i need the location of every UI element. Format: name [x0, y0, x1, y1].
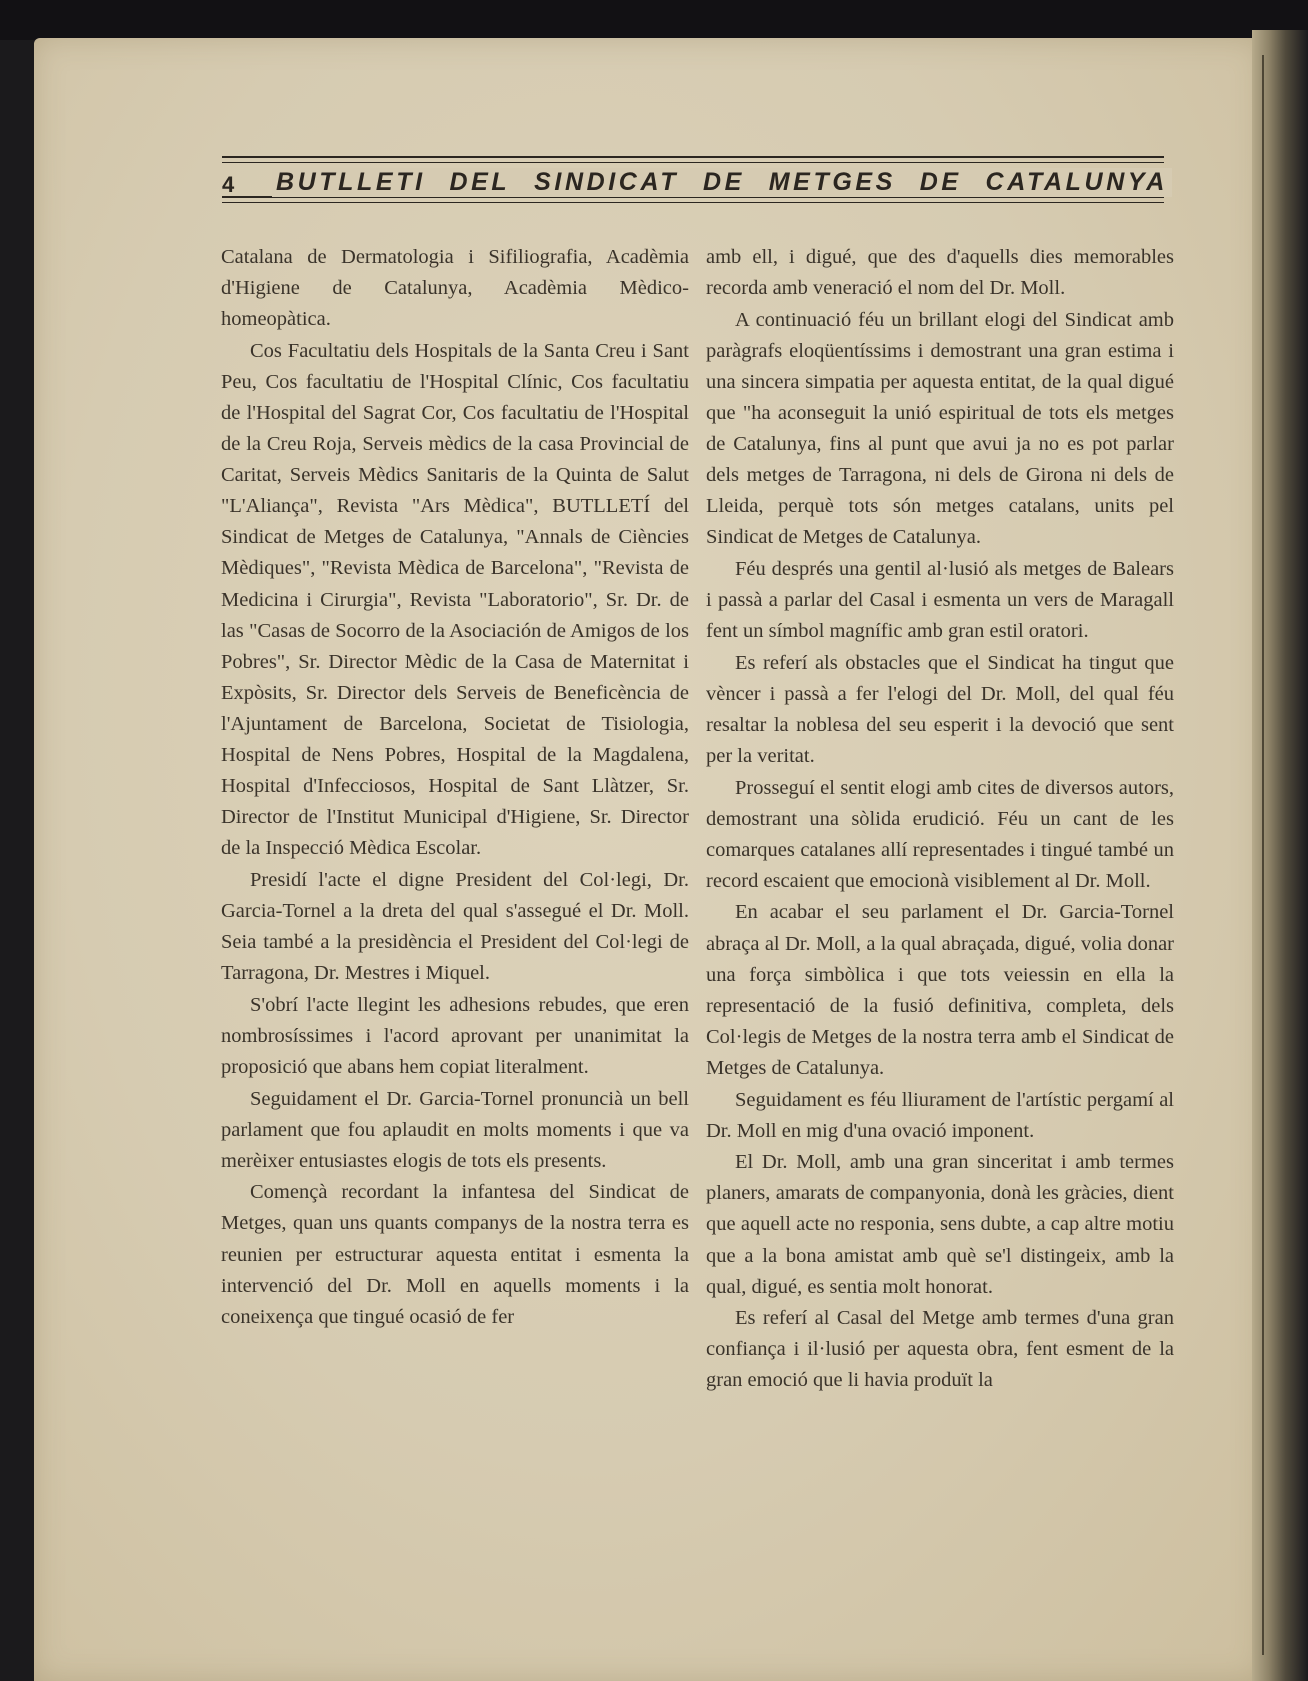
paragraph: En acabar el seu parlament el Dr. Garcia-Tornel abraça al Dr. Moll, a la qual abraçada, digué, volia donar una força simbòlica i que tots veiessin en ella la representació de la fusió definitiva, completa, dels Col·legis de Metges de la nostra terra amb el Sindicat de Metges de Catalunya.	[706, 901, 1174, 1079]
paragraph: Seguidament el Dr. Garcia-Tornel pronuncià un bell parlament que fou aplaudit en molts moments i que va merèixer entusiastes elogis de tots els presents.	[221, 1087, 689, 1172]
page-edge-shadow	[1252, 30, 1308, 1681]
paragraph: Féu després una gentil al·lusió als metges de Balears i passà a parlar del Casal i esmenta un vers de Maragall fent un símbol magnífic amb gran estil oratori.	[706, 557, 1174, 643]
title-word: SINDICAT	[534, 168, 680, 196]
paragraph: Seguidament es féu lliurament de l'artístic pergamí al Dr. Moll en mig d'una ovació imponent.	[706, 1088, 1174, 1142]
scan-background	[0, 0, 1308, 40]
title-word: DEL	[449, 168, 511, 196]
title-word: DE	[702, 168, 745, 196]
left-column	[221, 242, 689, 1333]
paragraph: Es referí al Casal del Metge amb termes d'una gran confiança i il·lusió per aquesta obra, fent esment de la gran emoció que li havia produït la	[706, 1307, 1174, 1392]
paragraph: A continuació féu un brillant elogi del Sindicat amb paràgrafs eloqüentíssims i demostrant una gran estima i una sincera simpatia per aquesta entitat, de la qual digué que "ha aconseguit la unió espiritual de tots els metges de Catalunya, fins al punt que avui ja no es pot parlar dels metges de Tarragona, ni dels de Girona ni dels de Lleida, perquè tots són metges catalans, units pel Sindicat de Metges de Catalunya.	[706, 308, 1174, 549]
header-rule-top	[222, 156, 1164, 158]
paragraph: El Dr. Moll, amb una gran sinceritat i amb termes planers, amarats de companyonia, donà les gràcies, dient que aquell acte no responia, sens dubte, a cap altre motiu que a la bona amistat amb què se'l distingeix, amb la qual, digué, es sentia molt honorat.	[706, 1151, 1174, 1298]
paragraph: amb ell, i digué, que des d'aquells dies memorables recorda amb veneració el nom del Dr. Moll.	[706, 246, 1174, 300]
paragraph: Presidí l'acte el digne President del Col·legi, Dr. Garcia-Tornel a la dreta del qual s'assegué el Dr. Moll. Seia també a la presidència el President del Col·legi de Tarragona, Dr. Mestres i Miquel.	[221, 868, 689, 985]
right-column	[706, 242, 1174, 1396]
paragraph: Començà recordant la infantesa del Sindicat de Metges, quan uns quants companys de la nostra terra es reunien per estructurar aquesta entitat i esmenta la intervenció del Dr. Moll en aquells moments i la coneixença que tingué ocasió de fer	[221, 1181, 689, 1328]
title-word: CATALUNYA	[985, 168, 1168, 196]
running-title	[272, 168, 1172, 197]
paragraph: Prosseguí el sentit elogi amb cites de diversos autors, demostrant una sòlida erudició. Féu un cant de les comarques catalanes allí representades i tingué també un record escaient que emocionà visiblement al Dr. Moll.	[706, 776, 1174, 892]
title-word: BUTLLETI	[276, 168, 426, 196]
running-header	[222, 150, 1168, 226]
paragraph: Es referí als obstacles que el Sindicat ha tingut que vèncer i passà a fer l'elogi del Dr. Moll, del qual féu resaltar la noblesa del seu esperit i la devoció que sent per la veritat.	[706, 651, 1174, 767]
header-rule-top-thin	[222, 162, 1164, 163]
header-rule-bottom-thin	[222, 202, 1164, 203]
paragraph: Catalana de Dermatologia i Sifiliografia, Acadèmia d'Higiene de Catalunya, Acadèmia Mèdico-homeopàtica.	[221, 246, 689, 331]
page-binding-line	[1262, 55, 1264, 1655]
paragraph: Cos Facultatiu dels Hospitals de la Santa Creu i Sant Peu, Cos facultatiu de l'Hospital Clínic, Cos facultatiu de l'Hospital del Sagrat Cor, Cos facultatiu de l'Hospital de la Creu Roja, Serveis mèdics de la casa Provincial de Caritat, Serveis Mèdics Sanitaris de la Quinta de Salut "L'Aliança", Revista "Ars Mèdica", BUTLLETÍ del Sindicat de Metges de Catalunya, "Annals de Ciències Mèdiques", "Revista Mèdica de Barcelona", "Revista de Medicina i Cirurgia", Revista "Laboratorio", Sr. Dr. de las "Casas de Socorro de la Asociación de Amigos de los Pobres", Sr. Director Mèdic de la Casa de Maternitat i Expòsits, Sr. Director dels Serveis de Beneficència de l'Ajuntament de Barcelona, Societat de Tisiologia, Hospital de Nens Pobres, Hospital de la Magdalena, Hospital d'Infecciosos, Hospital de Sant Llàtzer, Sr. Director de l'Institut Municipal d'Higiene, Sr. Director de la Inspecció Mèdica Escolar.	[221, 339, 689, 860]
paragraph: S'obrí l'acte llegint les adhesions rebudes, que eren nombrosíssimes i l'acord aprovant per unanimitat la proposició que abans hem copiat literalment.	[221, 993, 689, 1078]
title-word: DE	[919, 168, 962, 196]
title-word: METGES	[768, 168, 896, 196]
page-number: 4	[222, 172, 235, 197]
